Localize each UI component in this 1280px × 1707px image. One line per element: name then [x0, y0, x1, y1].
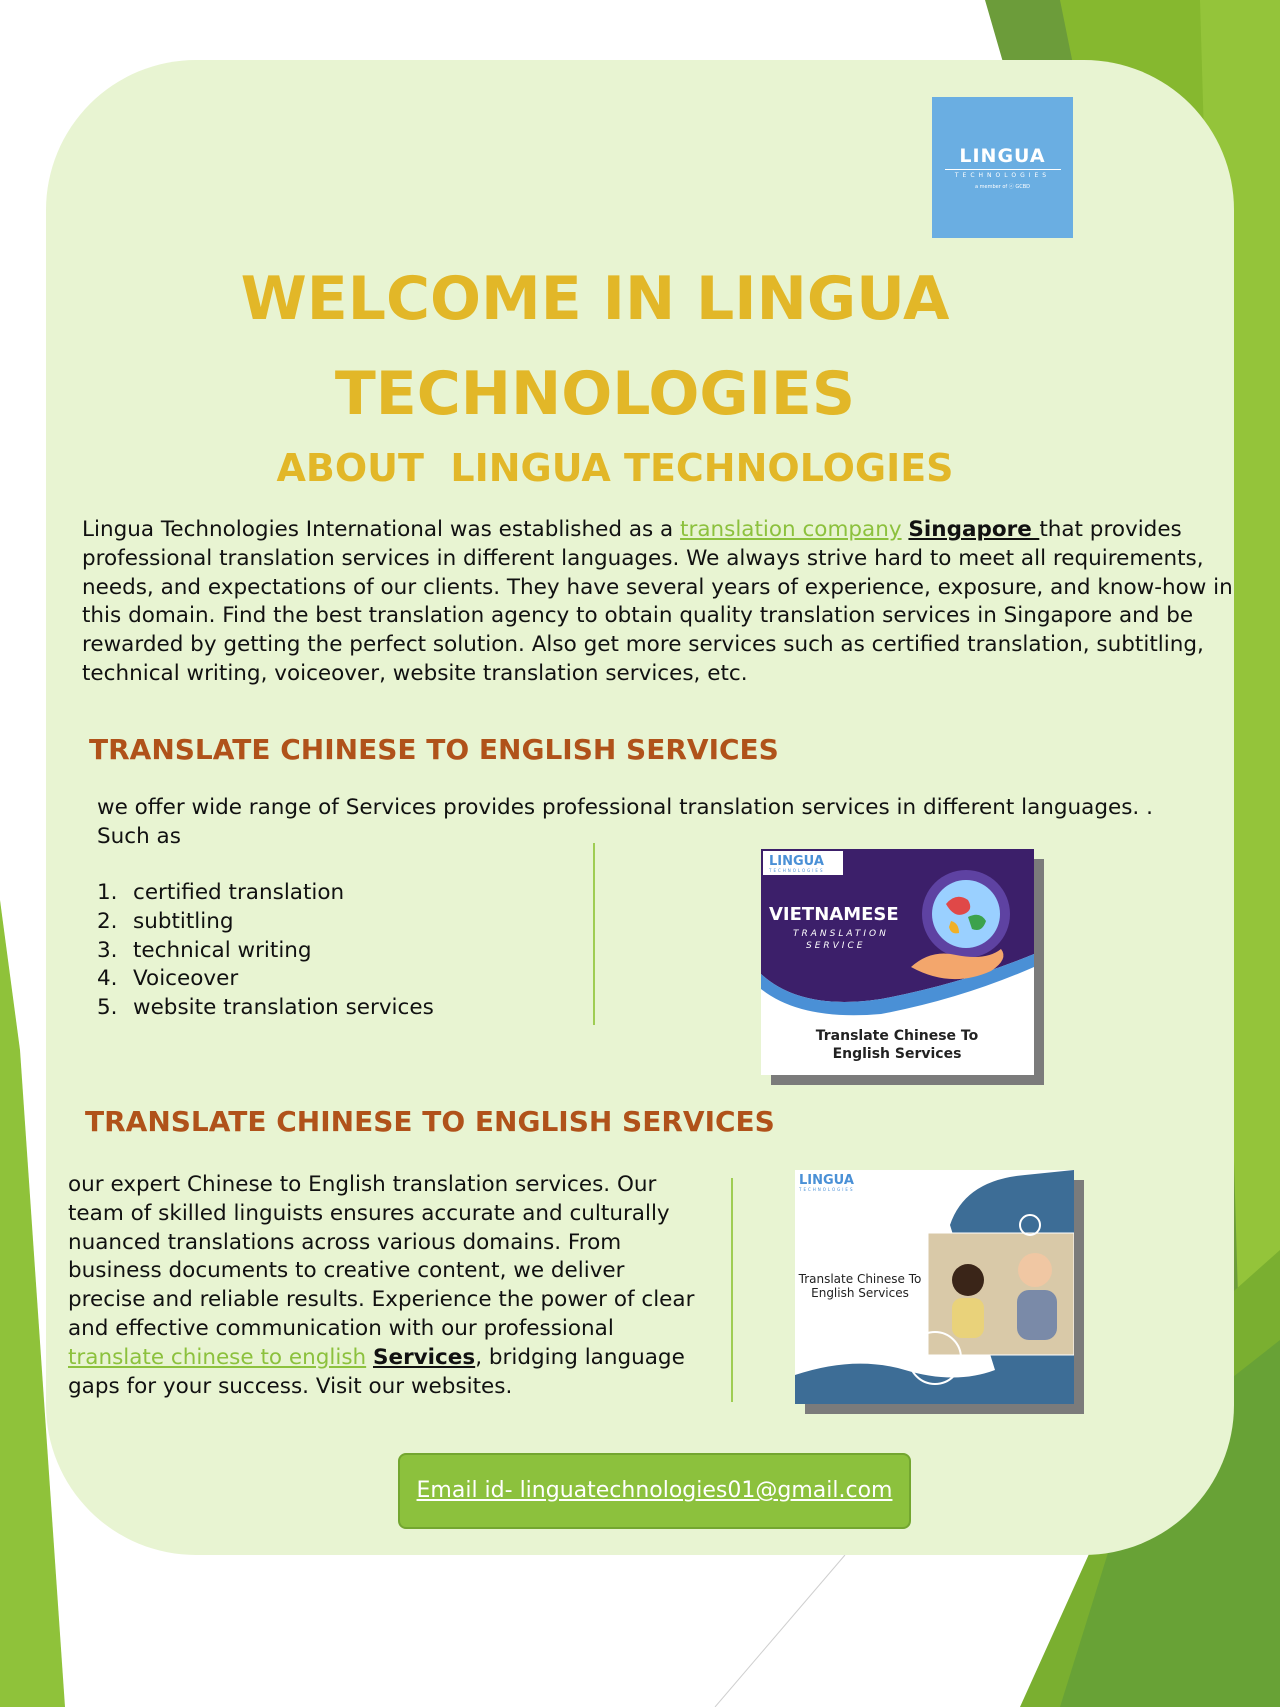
- list-text: Voiceover: [133, 966, 239, 992]
- title-line-1: WELCOME IN LINGUA: [240, 264, 950, 334]
- section1-divider: [593, 843, 595, 1025]
- section1-lead: we offer wide range of Services provides professional translation services in different languages. . Such as: [97, 795, 1153, 849]
- section2-paragraph: [68, 1171, 708, 1401]
- list-text: subtitling: [133, 908, 234, 934]
- section2-heading: TRANSLATE CHINESE TO ENGLISH SERVICES: [85, 1105, 775, 1138]
- list-number: 4.: [97, 966, 118, 992]
- logo-rule: [945, 169, 1061, 170]
- vietnamese-banner-graphic: [761, 849, 1034, 1075]
- vietnamese-translation-image: [761, 849, 1034, 1075]
- img2-caption1: Translate Chinese To: [798, 1272, 922, 1286]
- logo-member: a member of ⓐ GCBD: [974, 184, 1030, 190]
- img2-logo: LINGUA: [799, 1173, 854, 1188]
- section2-space: [366, 1345, 373, 1370]
- list-text: website translation services: [133, 995, 434, 1021]
- intro-paragraph: [82, 516, 1242, 689]
- title-line-2: TECHNOLOGIES: [334, 359, 856, 429]
- translate-chinese-link[interactable]: translate chinese to english: [68, 1344, 367, 1370]
- img2-caption2: English Services: [811, 1286, 909, 1300]
- chinese-english-services-image: [795, 1170, 1074, 1404]
- list-item: [97, 965, 434, 994]
- email-button[interactable]: Email id- linguatechnologies01@gmail.com: [398, 1453, 911, 1529]
- img1-logo-sub: TECHNOLOGIES: [769, 868, 825, 873]
- list-number: 5.: [97, 995, 118, 1021]
- list-number: 1.: [97, 880, 118, 905]
- img1-logo: LINGUA: [769, 854, 824, 869]
- img1-line2: TRANSLATION: [793, 929, 889, 939]
- logo-sub: TECHNOLOGIES: [954, 172, 1051, 179]
- about-heading: ABOUT LINGUA TECHNOLOGIES: [276, 446, 954, 490]
- list-item: [97, 908, 434, 937]
- lingua-logo: [932, 97, 1073, 238]
- img2-logo-sub: TECHNOLOGIES: [799, 1187, 855, 1192]
- logo-name: LINGUA: [959, 145, 1046, 167]
- section1-heading: TRANSLATE CHINESE TO ENGLISH SERVICES: [89, 733, 779, 766]
- services-list: [97, 879, 434, 1023]
- section2-text-end: , bridging language gaps for your success. Visit our websites.: [68, 1344, 685, 1399]
- list-number: 2.: [97, 908, 118, 934]
- intro-text-start: Lingua Technologies International was established as a: [82, 517, 681, 542]
- list-item: [97, 937, 434, 966]
- list-text: certified translation: [133, 880, 345, 905]
- list-item: [97, 994, 434, 1023]
- img1-caption1: Translate Chinese To: [815, 1028, 979, 1044]
- list-text: technical writing: [133, 937, 312, 963]
- img1-line3: SERVICE: [806, 941, 866, 951]
- singapore-link[interactable]: Singapore: [908, 517, 1040, 542]
- intro-text-end: that provides professional translation services in different languages. We always strive hard to meet all requirements, needs, and expectations of our clients. They have several years of experience, exposure, and know-how in this domain. Find the best translation agency to obtain quality translation services in Singapore and be rewarded by getting the perfect solution. Also get more services such as certified translation, subtitling, technical writing, voiceover, website translation services, etc.: [82, 517, 1233, 686]
- list-item: [97, 879, 434, 908]
- section2-text-start: our expert Chinese to English translation services. Our team of skilled linguists ensures accurate and culturally nuanced translations across various domains. From business documents to creative content, we deliver precise and reliable results. Experience the power of clear and effective communication with our professional: [68, 1172, 695, 1341]
- list-number: 3.: [97, 937, 118, 963]
- page-title: [200, 252, 990, 442]
- section2-divider: [731, 1178, 733, 1402]
- img1-caption2: English Services: [832, 1046, 962, 1062]
- services-banner-graphic: [795, 1170, 1074, 1404]
- img1-line1: VIETNAMESE: [769, 904, 899, 925]
- services-link[interactable]: Services: [373, 1344, 476, 1370]
- translation-company-link[interactable]: translation company: [680, 517, 902, 542]
